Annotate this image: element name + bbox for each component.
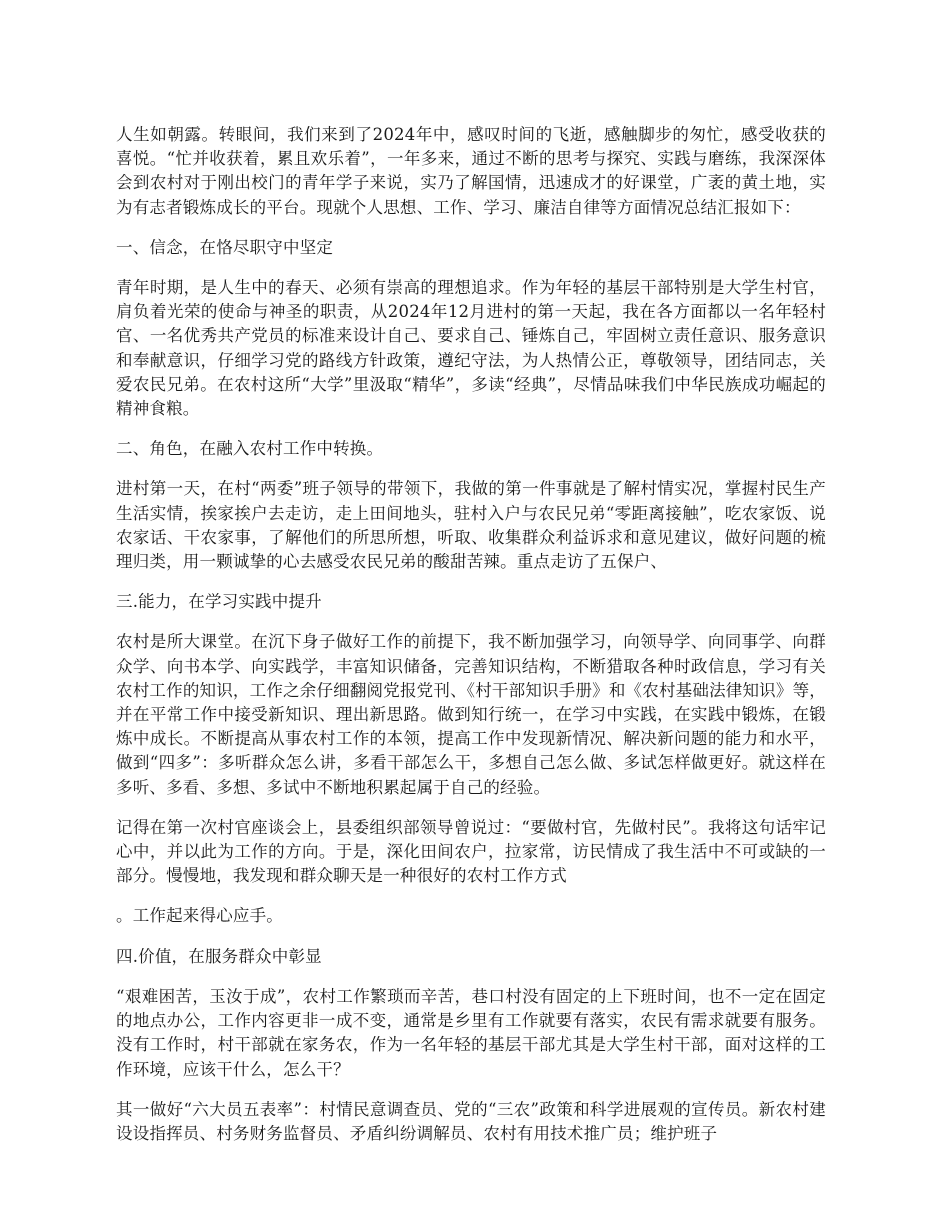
section-heading-1: 一、信念，在恪尽职守中坚定	[116, 237, 334, 257]
section-4-paragraph-1: “艰难困苦，玉汝于成”，农村工作繁琐而辛苦，巷口村没有固定的上下班时间，也不一定在固定的地点办公，工作内容更非一成不变，通常是乡里有工作就要有落实，农民有需求就要有服务。没有工作时，村干部就在家务农，作为一名年轻的基层干部尤其是大学生村干部，面对这样的工作环境，应该干什么，怎么干？	[116, 986, 826, 1079]
section-heading-3: 三.能力，在学习实践中提升	[116, 592, 322, 612]
section-3-paragraph-3: 。工作起来得心应手。	[116, 906, 283, 926]
section-1-paragraph: 青年时期，是人生中的春天、必须有崇高的理想追求。作为年轻的基层干部特别是大学生村官，肩负着光荣的使命与神圣的职责，从2024年12月进村的第一天起，我在各方面都以一名年轻村官、一名优秀共产党员的标准来设计自己、要求自己、锤炼自己，牢固树立责任意识、服务意识和奉献意识，仔细学习党的路线方针政策，遵纪守法，为人热情公正，尊敬领导，团结同志，关爱农民兄弟。在农村这所“大学”里汲取“精华”，多读“经典”，尽情品味我们中华民族成功崛起的精神食粮。	[116, 278, 826, 419]
section-2-paragraph: 进村第一天，在村“两委”班子领导的带领下，我做的第一件事就是了解村情实况，掌握村民生产生活实情，挨家挨户去走访，走上田间地头，驻村入户与农民兄弟“零距离接触”，吃农家饭、说农家话、干农家事，了解他们的所思所想，听取、收集群众利益诉求和意见建议，做好问题的梳理归类，用一颗诚挚的心去感受农民兄弟的酸甜苦辣。重点走访了五保户、	[116, 479, 826, 572]
section-heading-4: 四.价值，在服务群众中彰显	[116, 946, 322, 966]
section-4-paragraph-2: 其一做好“六大员五表率”：村情民意调查员、党的“三农”政策和科学进展观的宣传员。新农村建设设指挥员、村务财务监督员、矛盾纠纷调解员、农村有用技术推广员；维护班子	[116, 1099, 826, 1143]
section-3-paragraph-1: 农村是所大课堂。在沉下身子做好工作的前提下，我不断加强学习，向领导学、向同事学、向群众学、向书本学、向实践学，丰富知识储备，完善知识结构，不断猎取各种时政信息，学习有关农村工作的知识，工作之余仔细翻阅党报党刊、《村干部知识手册》和《农村基础法律知识》等，并在平常工作中接受新知识、理出新思路。做到知行统一，在学习中实践，在实践中锻炼，在锻炼中成长。不断提高从事农村工作的本领，提高工作中发现新情况、解决新问题的能力和水平，做到“四多”：多听群众怎么讲，多看干部怎么干，多想自己怎么做、多试怎样做更好。就这样在多听、多看、多想、多试中不断地积累起属于自己的经验。	[116, 632, 826, 797]
document-body	[116, 123, 826, 1162]
intro-paragraph: 人生如朝露。转眼间，我们来到了2024年中，感叹时间的飞逝，感触脚步的匆忙，感受收获的喜悦。“忙并收获着，累且欢乐着”，一年多来，通过不断的思考与探究、实践与磨练，我深深体会到农村对于刚出校门的青年学子来说，实乃了解国情，迅速成才的好课堂，广袤的黄土地，实为有志者锻炼成长的平台。现就个人思想、工作、学习、廉洁自律等方面情况总结汇报如下：	[116, 125, 826, 217]
section-heading-2: 二、角色，在融入农村工作中转换。	[116, 439, 384, 459]
section-3-paragraph-2: 记得在第一次村官座谈会上，县委组织部领导曾说过：“要做村官，先做村民”。我将这句话牢记心中，并以此为工作的方向。于是，深化田间农户，拉家常，访民情成了我生活中不可或缺的一部分。慢慢地，我发现和群众聊天是一种很好的农村工作方式	[116, 817, 826, 886]
